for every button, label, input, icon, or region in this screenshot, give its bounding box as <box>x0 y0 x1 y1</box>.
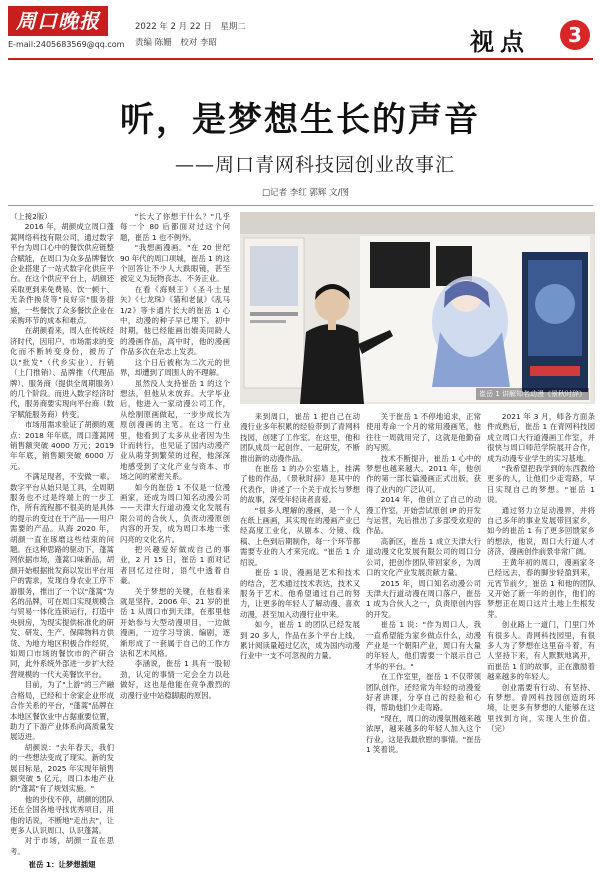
article-photo <box>240 212 595 404</box>
paragraph: 把兴趣爱好做成自己的事业，2 月 15 日，崔岳 1 面对记者回忆过往时，语气中透着自豪。 <box>120 545 230 586</box>
paragraph: 在工作室里，崔岳 1 不仅带领团队创作，还经常为年轻的动漫爱好者讲课，分享自己的经验和心得，帮助他们少走弯路。 <box>366 672 481 713</box>
paragraph: 目前，为了"上游"的三产融合格局，已经和十余家企业形成合作关系的平台，"蓬蒿"品牌在本地区餐饮业中占据重要位置，助力了下游产业体系向高质量发展迈进。 <box>10 680 114 742</box>
paragraph: 对于市场，胡颜一直在思考。 <box>10 836 114 856</box>
paragraph: 2016 年，胡颜成立周口蓬蒿网络科技有限公司，通过数字平台为周口心中的餐饮供应链整合赋能，在周口为众多品牌餐饮企业搭建了一站式数字化供应平台。在这个供应平台上，胡颜还采取更到来免费易、饮一顿十、无条件换货等"良好宗"服务措施，一些餐饮了众多餐饮企业在采购环节的成本和难点。 <box>10 222 114 326</box>
paragraph: 在胡颜看来，周人在传统经济时代，因用户、市场需求的变化而不断转变身份，被历了以"批发"（代乡实业）、行销（上门推销）、品牌推（代理品牌）、服务商（提供全周期服务）的几个阶段。而进入数字经济时代，服务商要实现向平台商（数字赋能服务商）转变。 <box>10 326 114 419</box>
article-byline: □记者 李红 郭辉 文/图 <box>262 188 350 198</box>
paragraph: 通过努力立足动漫界，并将自己多年的事业发展带回家乡，如今的崔岳 1 有了更多回馈家乡的想法，他说，周口大行道人才济济，漫画创作前景非常广阔。 <box>487 505 595 557</box>
paragraph: "现在，周口的动漫氛围越来越浓厚，越来越多的年轻人加入这个行业，这是我最欣慰的事情。"崔岳 1 笑着说。 <box>366 713 481 754</box>
paragraph: 创业路上一道门，门里门外有很多人。青网科技园里，有很多人为了梦想在这里奋斗着，有人坚持下来，有人默默地离开，而崔岳 1 们的故事，正在激励着越来越多的年轻人。 <box>487 620 595 682</box>
paragraph: 2014 年，他创立了自己的动漫工作室，开始尝试原创 IP 的开发与运营，先后推出了多部受欢迎的作品。 <box>366 495 481 536</box>
paragraph: "我想画漫画。"在 20 世纪 90 年代的周口项城，崔岳 1 的这个回答让不少人大跌眼镜，甚至被定义为玩物丧志、不务正业。 <box>120 243 230 284</box>
paragraph: 李涵说，崔岳 1 具有一股韧劲，认定的事情一定会全力以赴做好，这也是他能在竞争激烈的动漫行业中站稳脚跟的原因。 <box>120 659 230 700</box>
page-number-badge: 3 <box>560 20 590 50</box>
paragraph: 在崔岳 1 的办公室墙上，挂满了他的作品，《景秋时辞》是其中的代表作，讲述了一个关于成长与梦想的故事，深受年轻读者喜爱。 <box>240 464 360 505</box>
issue-date: 2022 年 2 月 22 日 星期二 <box>135 22 246 32</box>
paragraph: "长大了你想干什么？"几乎每一个 80 后都面对过这个问题，崔岳 1 也不例外。 <box>120 212 230 242</box>
editor-credits: 责编 陈姗 校对 李昭 <box>135 38 217 48</box>
text-column-1 <box>10 212 114 884</box>
paragraph: 王黄年初的周口，漫画家冬已经远去，春的脚步轻盈到来，元宵节前夕，崔岳 1 和他的团队又开始了新一年的创作，他们的梦想正在周口这片土地上生根发芽。 <box>487 557 595 619</box>
text-column-4 <box>366 412 481 884</box>
section-subheading: 崔岳 1：让梦想插翅 <box>28 860 96 870</box>
section-title: 视点 <box>470 27 530 56</box>
photo-caption: 崔岳 1 讲解知名动漫《景秋时辞》 <box>476 388 589 400</box>
paragraph: 2015 年，周口知名动漫公司天津大行道动漫在周口落户，崔岳 1 成为合伙人之一，负责原创内容的开发。 <box>366 578 481 619</box>
text-column-3 <box>240 412 360 884</box>
paragraph: 虽然没人支持崔岳 1 的这个想法，但他从未放弃。大学毕业后，他进入一家动漫公司工作，从绘制原画做起，一步步成长为原创漫画的主笔。在这一行业里，他看到了太多从业者因为生计而转行，也见证了国内动漫产业从萌芽到繁荣的过程，他深深地感受到了文化产业与资本、市场之间的紧密关系。 <box>120 378 230 482</box>
masthead-logo: 周口晚报 <box>8 6 108 36</box>
paragraph: 在看《海贼王》《圣斗士星矢》《七龙珠》《猫和老鼠》《乱马 1/2》等卡通片长大的崔岳 1 心中，动漫的种子早已埋下。初中时期，他已经能画出媲美同龄人的漫画作品，高中时，他的漫画作品多次在杂志上发表。 <box>120 284 230 357</box>
paragraph: 关于梦想的关键，在他看来就是坚持。2006 年、21 岁的崔岳 1 从周口市到天津，在那里他开始参与大型动漫项目，一边做漫画，一边学习导演、编剧，逐渐形成了一套属于自己的工作方法和艺术风格。 <box>120 586 230 659</box>
paragraph: "很多人理解的漫画，是一个人在纸上画画，其实现在的漫画产业已经高度工业化，从剧本、分镜、线稿、上色到后期制作，每一个环节都需要专业的人才来完成。"崔岳 1 介绍说。 <box>240 505 360 567</box>
paragraph: 2021 年 3 月，师各方面条件成熟后，崔岳 1 在青网科技园成立周口大行道漫画工作室，并很快与周口师范学院展开合作，成为动漫专业学生的实习基地。 <box>487 412 595 463</box>
paragraph: 如今，崔岳 1 的团队已经发展到 20 多人，作品在多个平台上线，累计阅读量超过亿次，成为国内动漫行业中一支不可忽视的力量。 <box>240 620 360 661</box>
text-column-2 <box>120 212 230 884</box>
paragraph: 高新区，崔岳 1 成立天津大行道动漫文化发展有限公司的周口分公司，把创作团队带回家乡，为周口的文化产业发展贡献力量。 <box>366 536 481 578</box>
page-header <box>0 0 600 62</box>
paragraph: 技术不断提升，崔岳 1 心中的梦想也越来越大。2011 年，他创作的第一部长篇漫画正式出版，获得了业内的广泛认可。 <box>366 453 481 494</box>
paragraph: 不满足现者，不安做一辈。数字平台从始只是工具，全周期服务也不过是终端上的一步工作，所有流程都不很美的是具体的提示的变过在于产品——用户需要的产品。从海 2020 年，胡颜一直在琢磨这些结束的问题。在这种思路的驱动下，蓬蒿网依据市场，蓬蒿口味新品，胡颜开始根据批发商以发出平台用户的需求，发现自身农业工序下游服务，推出了一个以"蓬蒿"为名的品牌，可在周口实现规模合与贸易一体化连锁运行，打造中央厨房，为现实提供标准化的研发、研发、生产、保障物料方供货、为地方地区积极合作经贸，如周口市场的餐饮市的产研合同，此外系统外部进一步扩大经营规模的一代大美餐饮平台。 <box>10 472 114 679</box>
article-subtitle: ——周口青网科技园创业故事汇 <box>175 154 456 176</box>
paragraph: 胡颜说："去年春天，我们的一些想法变成了现实。新的发展目标是，2025 年实现年销售额突破 5 亿元，周口本地产业的"蓬蒿"有了规划实施。" <box>10 742 114 794</box>
paragraph: 如今的崔岳 1 不仅是一位漫画家，还成为周口知名动漫公司——天津大行道动漫文化发展有限公司的合伙人，负责动漫原创内容的开发，成为周口本地一张闪亮的文化名片。 <box>120 482 230 544</box>
paragraph: 崔岳 1 说："作为周口人，我一直希望能为家乡做点什么，动漫产业是一个朝阳产业，周口有大量的年轻人，他们需要一个展示自己才华的平台。" <box>366 620 481 671</box>
title-divider <box>8 205 593 206</box>
paragraph: 来到周口，崔岳 1 把自己在动漫行业多年积累的经验带到了青网科技园，创建了工作室。在这里，他和团队成员一起创作、一起研发，不断推出新的动漫作品。 <box>240 412 360 463</box>
paragraph: 崔岳 1 说，漫画是艺术和技术的结合，艺术通过技术表达，技术又服务于艺术。他希望通过自己的努力，让更多的年轻人了解动漫、喜欢动漫，甚至加入动漫行业中来。 <box>240 568 360 619</box>
photo-illustration <box>240 212 595 404</box>
header-divider <box>8 58 593 60</box>
paragraph: 创业需要有行动、有坚持、有梦想。青网科技园创造的环境，让更多有梦想的人能够在这里找到方向，实现人生价值。（完） <box>487 682 595 734</box>
article-title: 听，是梦想生长的声音 <box>120 100 480 140</box>
continued-note: （上接2版） <box>10 212 52 221</box>
contact-email: E-mail:2405683569@qq.com <box>8 40 125 49</box>
paragraph: 这个日后被称为二次元的世界，却遭到了周围人的不理解。 <box>120 357 230 378</box>
paragraph: "我希望把我学到的东西教给更多的人，让他们少走弯路，早日实现自己的梦想。"崔岳 1 说。 <box>487 464 595 505</box>
paragraph: 他的步伐不停，胡颜的团队还在全国各地寻找优秀项目，用他的话说，不断地"走出去"，让更多人认识周口、认识蓬蒿。 <box>10 794 114 835</box>
text-column-5 <box>487 412 595 884</box>
paragraph: 市场用需求验证了胡颜的观点：2018 年年底，周口蓬蒿网销售额突破 4000 万元；2019 年年底，销售额突破 6000 万元。 <box>10 420 114 471</box>
paragraph: 关于崔岳 1 不停地追求，正常使用寿命一个月的常用漫画笔，他往往一周就用完了，这就是他勤奋的写照。 <box>366 412 481 453</box>
